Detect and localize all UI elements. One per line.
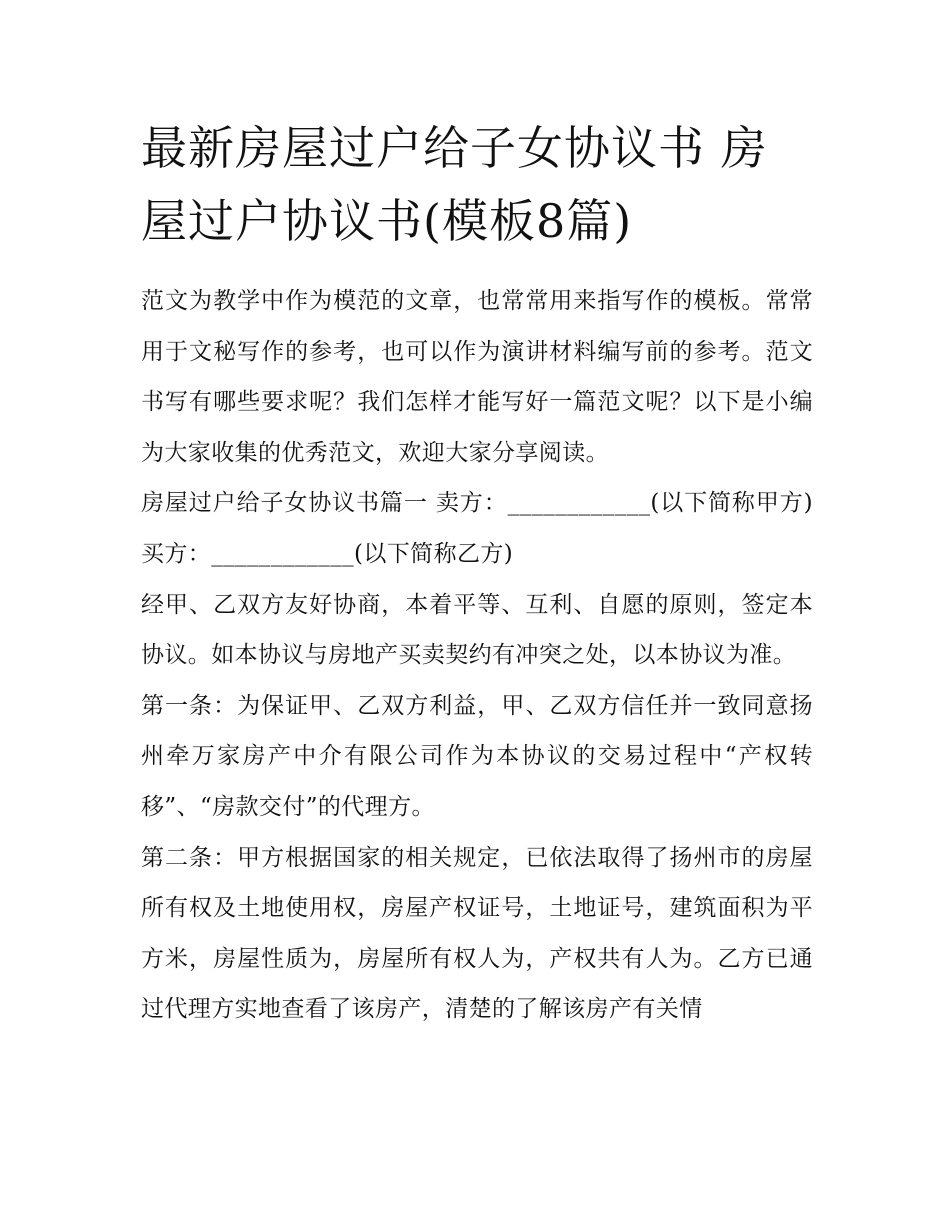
- article-two-paragraph: 第二条：甲方根据国家的相关规定，已依法取得了扬州市的房屋所有权及土地使用权，房屋产权证号，土地证号，建筑面积为平方米，房屋性质为，房屋所有权人为，产权共有人为。乙方已通过代理方实地查看了该房产，清楚的了解该房产有关情: [141, 844, 813, 1023]
- article-one-paragraph: 第一条：为保证甲、乙双方利益，甲、乙双方信任并一致同意扬州牵万家房产中介有限公司作为本协议的交易过程中“产权转移”、“房款交付”的代理方。: [141, 692, 813, 820]
- intro-paragraph: 范文为教学中作为模范的文章，也常常用来指写作的模板。常常用于文秘写作的参考，也可以作为演讲材料编写前的参考。范文书写有哪些要求呢？我们怎样才能写好一篇范文呢？以下是小编为大家收集的优秀范文，欢迎大家分享阅读。: [141, 288, 813, 466]
- title-line-1: 最新房屋过户给子女协议书 房: [141, 121, 768, 175]
- agreement-basis-paragraph: 经甲、乙双方友好协商，本着平等、互利、自愿的原则，签定本协议。如本协议与房地产买卖契约有冲突之处，以本协议为准。: [141, 591, 813, 669]
- document-body: [141, 112, 813, 1035]
- document-title: [141, 112, 813, 258]
- title-line-2: 屋过户协议书(模板8篇): [141, 194, 633, 248]
- parties-paragraph: 房屋过户给子女协议书篇一 卖方：____________(以下简称甲方) 买方：____________(以下简称乙方): [141, 490, 813, 567]
